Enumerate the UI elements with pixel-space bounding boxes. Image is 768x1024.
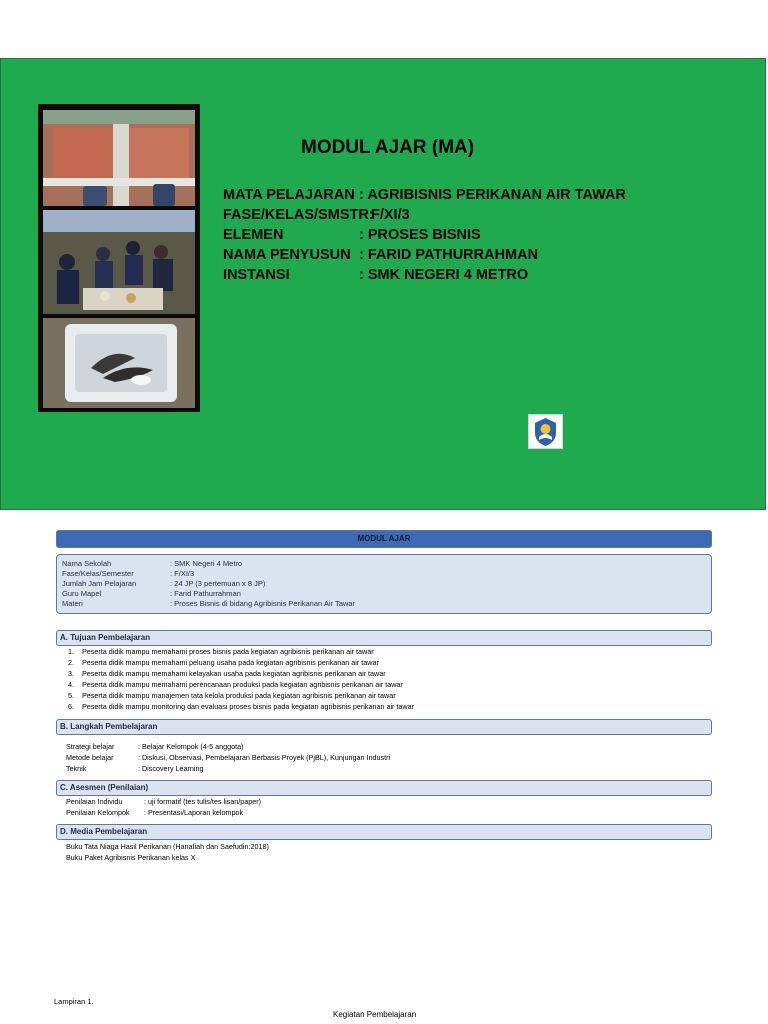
lampiran-label: Lampiran 1.	[54, 997, 94, 1006]
cover-value: F/XI/3	[371, 207, 410, 223]
cover-value: : SMK NEGERI 4 METRO	[359, 267, 529, 283]
objective-item	[68, 669, 386, 678]
info-label: Guru Mapel	[62, 589, 102, 598]
cover-label: FASE/KELAS/SMSTR:	[223, 207, 374, 223]
item-text: Peserta didik mampu memahami kelayakan usaha pada kegiatan agribisnis perikanan air tawar	[82, 669, 386, 678]
students-group-photo	[43, 210, 195, 314]
technique-row	[66, 764, 204, 773]
info-label: Materi	[62, 599, 83, 608]
cover-page	[0, 58, 766, 510]
modul-ajar-header: MODUL AJAR	[56, 530, 712, 548]
cover-value: : FARID PATHURRAHMAN	[359, 247, 539, 263]
section-d-header: D. Media Pembelajaran	[56, 824, 712, 840]
info-value: : F/XI/3	[170, 569, 195, 578]
cover-label: ELEMEN	[223, 227, 284, 243]
school-info-panel	[56, 554, 712, 614]
cover-value: : AGRIBISNIS PERIKANAN AIR TAWAR	[359, 187, 626, 203]
item-number: 6.	[68, 702, 74, 711]
cover-label: NAMA PENYUSUN	[223, 247, 351, 263]
objective-item	[68, 691, 396, 700]
item-number: 1.	[68, 647, 74, 656]
assessment-individual-row	[66, 797, 261, 806]
section-c-header: C. Asesmen (Penilaian)	[56, 780, 712, 796]
info-label: Nama Sekolah	[62, 559, 112, 568]
row-label: Teknik	[66, 764, 87, 773]
info-value: : SMK Negeri 4 Metro	[170, 559, 243, 568]
objective-item	[68, 647, 374, 656]
cover-label: INSTANSI	[223, 267, 290, 283]
media-item: Buku Tata Niaga Hasil Perikanan (Hanafiah dan Saefudin:2018)	[66, 842, 269, 851]
item-text: Peserta didik mampu monitoring dan evaluasi proses bisnis pada kegiatan agribisnis perikanan air tawar	[82, 702, 415, 711]
tut-wuri-handayani-logo	[528, 414, 563, 449]
fish-tub-photo	[43, 318, 195, 408]
item-number: 3.	[68, 669, 74, 678]
method-row	[66, 753, 390, 762]
row-value: : Discovery Learning	[138, 764, 204, 773]
strategy-row	[66, 742, 243, 751]
assessment-group-row	[66, 808, 243, 817]
item-number: 4.	[68, 680, 74, 689]
info-value: : 24 JP (3 pertemuan x 8 JP)	[170, 579, 266, 588]
info-label: Jumlah Jam Pelajaran	[62, 579, 137, 588]
row-label: Penilaian Individu	[66, 797, 123, 806]
fish-pond-photo	[43, 110, 195, 206]
item-text: Peserta didik mampu memahami peluang usaha pada kegiatan agribisnis perikanan air tawar	[82, 658, 379, 667]
media-item: Buku Paket Agribisnis Perikanan kelas X	[66, 853, 196, 862]
objective-item	[68, 702, 414, 711]
row-value: : Belajar Kelompok (4-5 anggota)	[138, 742, 244, 751]
section-b-header: B. Langkah Pembelajaran	[56, 719, 712, 735]
cover-label: MATA PELAJARAN	[223, 187, 355, 203]
row-value: : Diskusi, Observasi, Pembelajaran Berbasis Proyek (PjBL), Kunjungan Industri	[138, 753, 391, 762]
cover-title: MODUL AJAR (MA)	[301, 137, 475, 158]
photo-collage	[38, 104, 200, 412]
item-number: 2.	[68, 658, 74, 667]
section-a-header: A. Tujuan Pembelajaran	[56, 630, 712, 646]
row-value: : Presentasi/Laporan kelompok	[144, 808, 244, 817]
row-label: Strategi belajar	[66, 742, 115, 751]
item-text: Peserta didik mampu manajemen tata kelola produksi pada kegiatan agribisnis perikanan air tawar	[82, 691, 396, 700]
kegiatan-heading: Kegiatan Pembelajaran	[333, 1010, 417, 1019]
row-label: Penilaian Kelompok	[66, 808, 130, 817]
objective-item	[68, 680, 403, 689]
item-text: Peserta didik mampu memahami perencanaan produksi pada kegiatan agribisnis perikanan air tawar	[82, 680, 403, 689]
item-number: 5.	[68, 691, 74, 700]
info-value: : Proses Bisnis di bidang Agribisnis Perikanan Air Tawar	[170, 599, 355, 608]
objective-item	[68, 658, 379, 667]
row-value: : uji formatif (tes tulis/tes lisan/paper)	[144, 797, 262, 806]
row-label: Metode belajar	[66, 753, 114, 762]
info-value: : Farid Pathurrahman	[170, 589, 241, 598]
item-text: Peserta didik mampu memahami proses bisnis pada kegiatan agribisnis perikanan air tawar	[82, 647, 374, 656]
info-label: Fase/Kelas/Semester	[62, 569, 134, 578]
cover-value: : PROSES BISNIS	[359, 227, 481, 243]
